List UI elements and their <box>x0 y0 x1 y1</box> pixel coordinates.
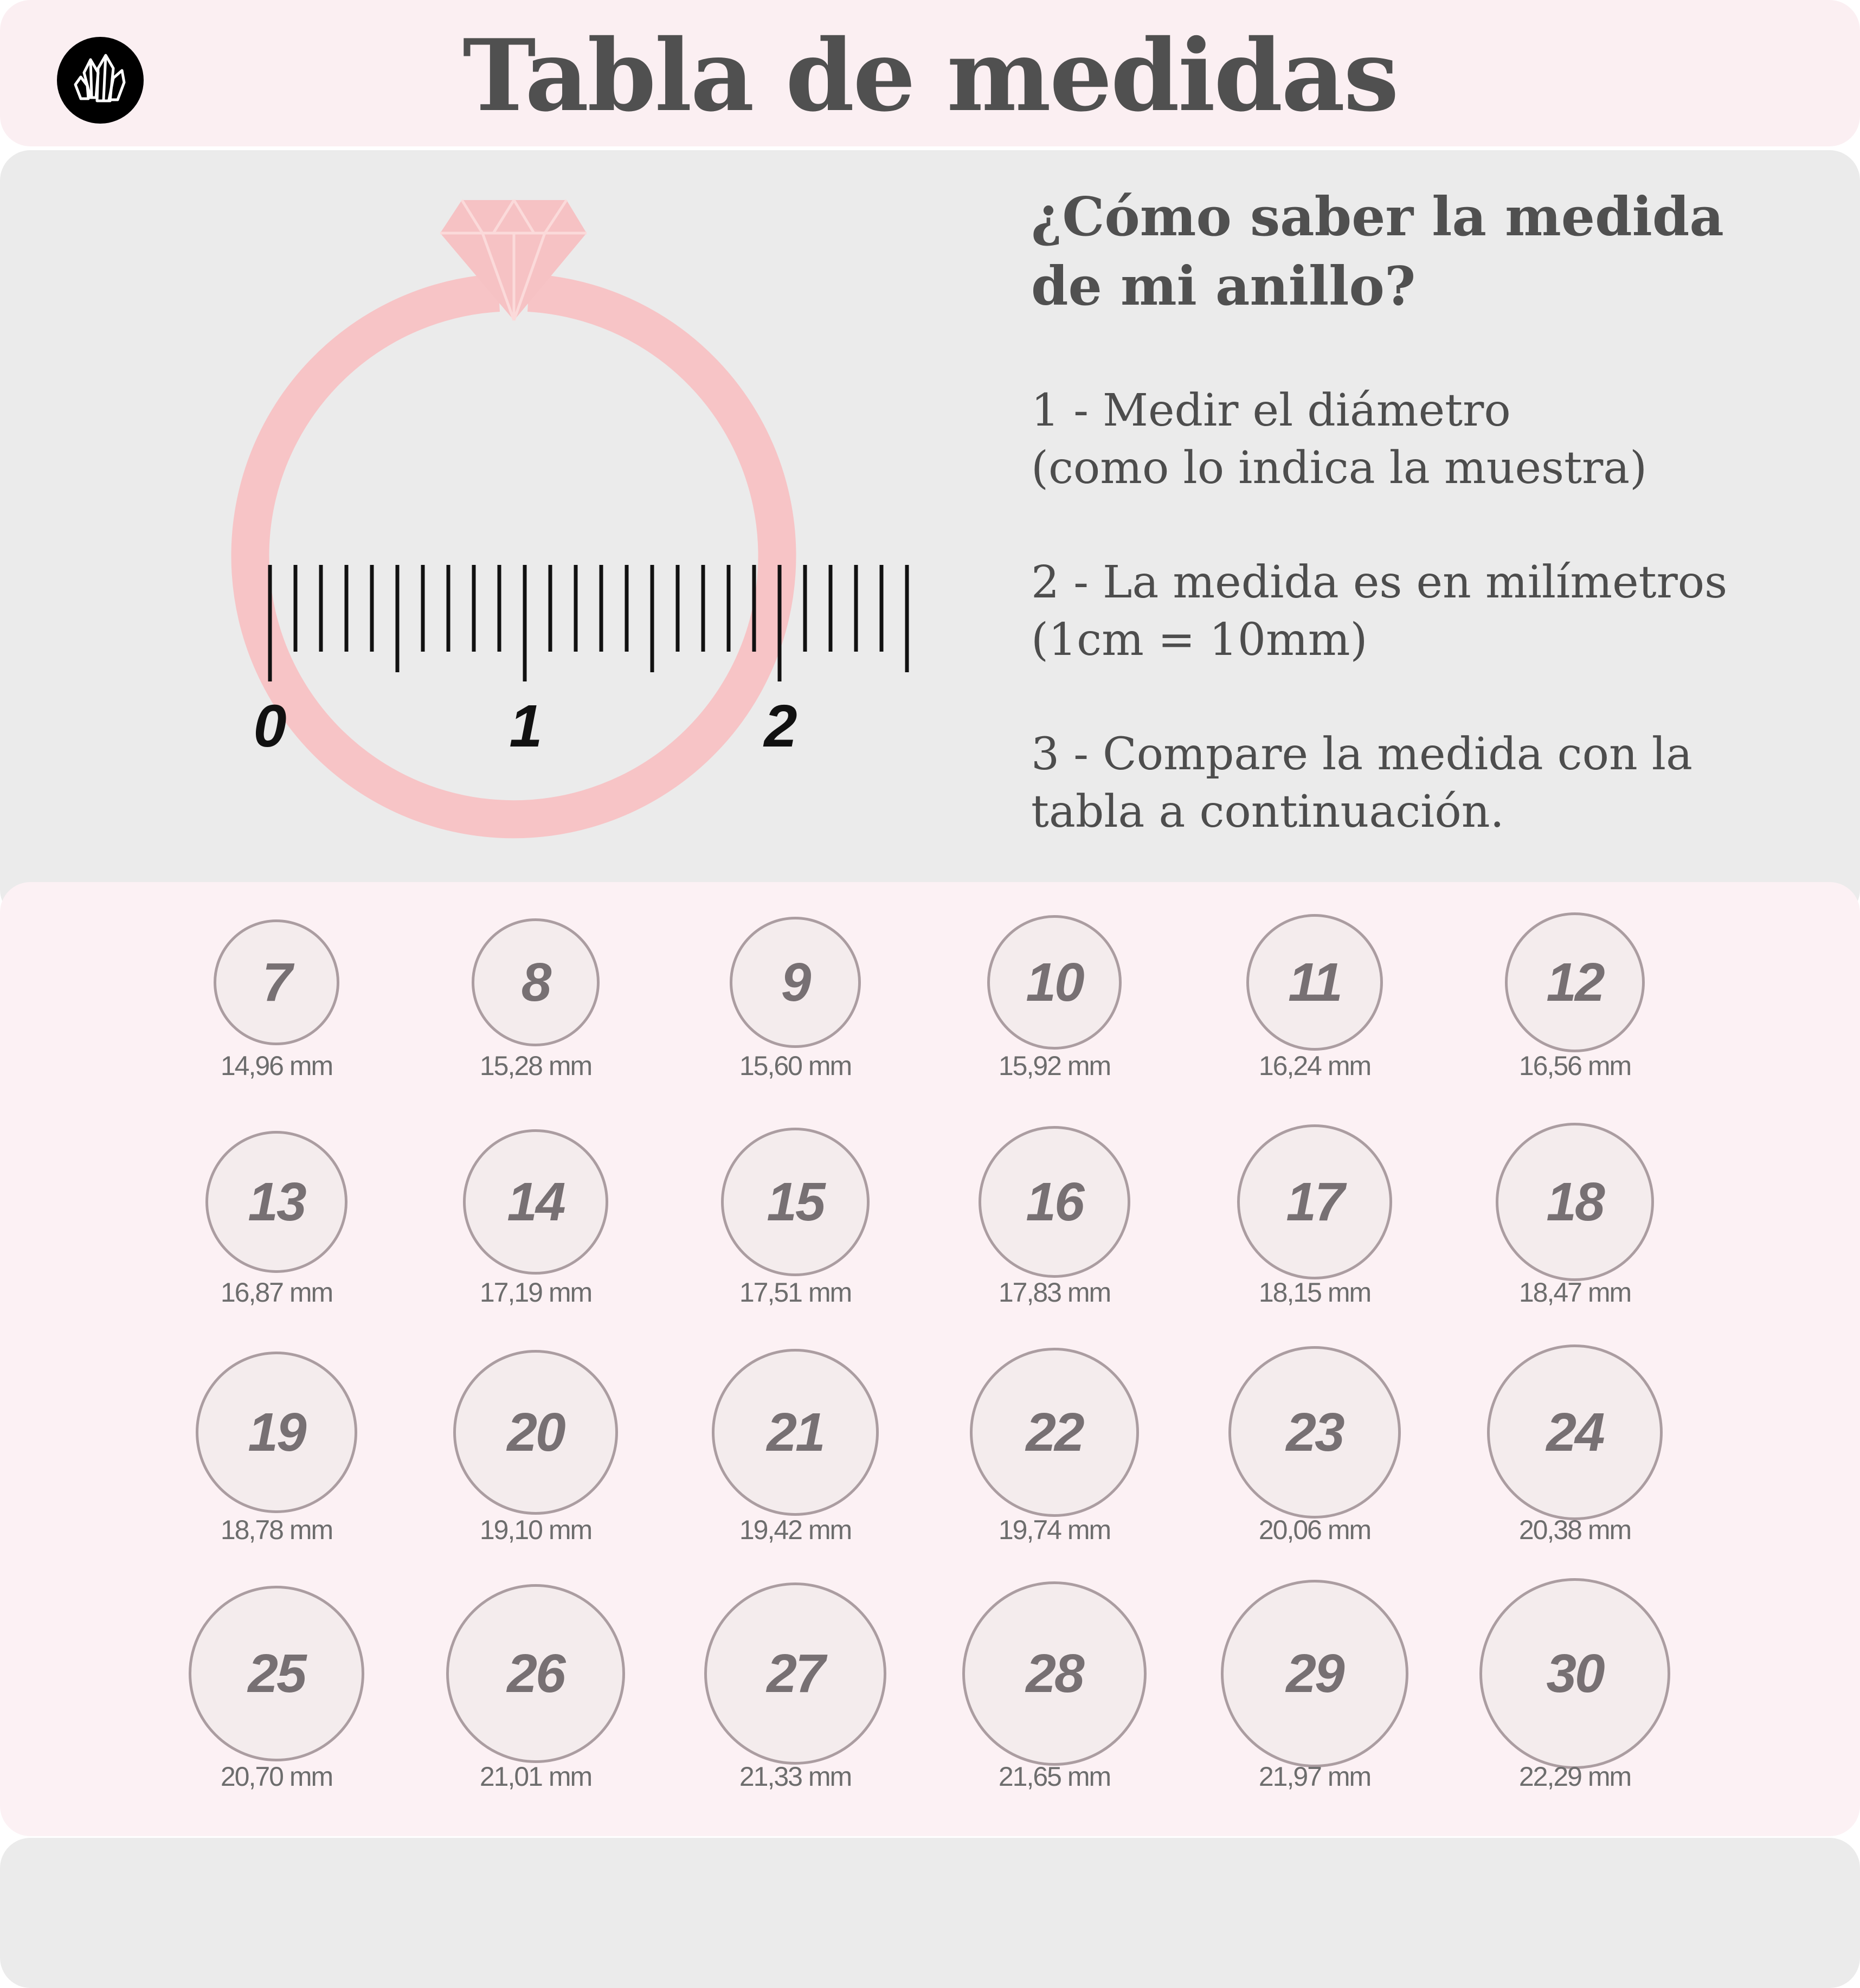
ring-size-diameter: 20,70 mm <box>220 1761 333 1792</box>
ring-size-diameter: 21,97 mm <box>1258 1761 1371 1792</box>
ring-size-item <box>1185 1580 1445 1792</box>
ring-size-circle <box>446 1584 625 1763</box>
ring-size-number: 27 <box>767 1643 824 1704</box>
step-line: tabla a continuación. <box>1031 786 1504 838</box>
ring-size-number: 17 <box>1286 1171 1343 1232</box>
ring-size-item <box>146 1131 407 1308</box>
ring-size-item <box>924 915 1185 1081</box>
ring-size-number: 15 <box>767 1171 824 1232</box>
ring-size-item <box>665 917 925 1081</box>
diamond-ring-icon <box>0 150 976 920</box>
ring-size-number: 24 <box>1546 1401 1604 1463</box>
ring-size-number: 23 <box>1286 1401 1343 1463</box>
step-3 <box>1031 726 1844 841</box>
ring-size-number: 26 <box>507 1643 564 1704</box>
ring-size-diameter: 20,06 mm <box>1258 1515 1371 1545</box>
ring-size-diameter: 17,51 mm <box>739 1277 852 1308</box>
ring-size-item <box>146 1586 407 1792</box>
ring-size-diameter: 15,28 mm <box>479 1051 592 1081</box>
ring-size-circle <box>1246 914 1383 1051</box>
ring-size-diameter: 15,60 mm <box>739 1051 852 1081</box>
ring-size-diameter: 20,38 mm <box>1518 1515 1631 1545</box>
ring-size-circle <box>1505 912 1645 1052</box>
ring-size-number: 7 <box>262 951 291 1013</box>
ring-size-circle <box>704 1582 886 1765</box>
ring-size-item <box>406 918 666 1081</box>
ring-size-number: 29 <box>1286 1643 1343 1704</box>
ring-size-item <box>1445 1123 1705 1308</box>
ruler-label-2: 2 <box>764 693 797 760</box>
ring-size-number: 30 <box>1546 1643 1604 1704</box>
ring-size-diameter: 16,24 mm <box>1258 1051 1371 1081</box>
ring-size-circle <box>205 1131 347 1273</box>
ring-size-circle <box>196 1352 357 1513</box>
step-line: 1 - Medir el diámetro <box>1031 385 1511 436</box>
ring-size-diameter: 18,47 mm <box>1518 1277 1631 1308</box>
step-line: 2 - La medida es en milímetros <box>1031 557 1728 608</box>
ring-size-item <box>924 1348 1185 1545</box>
step-line: 3 - Compare la medida con la <box>1031 729 1692 780</box>
step-2 <box>1031 554 1844 669</box>
ring-size-circle <box>472 918 600 1046</box>
ring-size-number: 12 <box>1546 951 1604 1013</box>
step-line: (1cm = 10mm) <box>1031 614 1368 666</box>
ring-size-circle <box>1479 1578 1670 1769</box>
ring-size-circle <box>979 1126 1130 1278</box>
ring-size-diameter: 15,92 mm <box>998 1051 1111 1081</box>
ruler-label-1: 1 <box>509 693 543 760</box>
ring-size-number: 28 <box>1026 1643 1083 1704</box>
ring-size-diameter: 18,15 mm <box>1258 1277 1371 1308</box>
ring-size-circle <box>463 1129 608 1275</box>
ring-size-circle <box>1496 1123 1654 1281</box>
ring-size-number: 11 <box>1288 951 1341 1013</box>
ring-size-number: 19 <box>248 1401 305 1463</box>
ring-size-number: 18 <box>1546 1171 1604 1232</box>
ring-size-circle <box>214 919 339 1045</box>
ring-size-circle <box>189 1586 364 1761</box>
ring-size-number: 14 <box>507 1171 564 1232</box>
ring-size-circle <box>987 915 1122 1050</box>
ring-size-circle <box>721 1128 870 1276</box>
ring-size-number: 20 <box>507 1401 564 1463</box>
ring-size-item <box>406 1584 666 1792</box>
ring-size-item <box>1185 914 1445 1081</box>
ring-size-circle <box>970 1348 1139 1517</box>
ring-size-number: 22 <box>1026 1401 1083 1463</box>
ring-size-circle <box>1487 1344 1663 1520</box>
ring-size-diameter: 18,78 mm <box>220 1515 333 1545</box>
ring-size-circle <box>453 1350 618 1515</box>
size-table <box>0 882 1860 1836</box>
ring-size-diameter: 19,10 mm <box>479 1515 592 1545</box>
ring-size-circle <box>1237 1124 1392 1279</box>
ring-size-diameter: 19,74 mm <box>998 1515 1111 1545</box>
footer <box>0 1838 1860 1988</box>
ring-size-item <box>406 1350 666 1545</box>
ring-size-diameter: 22,29 mm <box>1518 1761 1631 1792</box>
ring-size-item <box>1445 1344 1705 1545</box>
step-line: (como lo indica la muestra) <box>1031 442 1647 494</box>
ring-size-diameter: 21,65 mm <box>998 1761 1111 1792</box>
ring-size-diameter: 14,96 mm <box>220 1051 333 1081</box>
guide-heading-line: ¿Cómo saber la medida <box>1031 186 1724 248</box>
ring-size-item <box>406 1129 666 1308</box>
ring-size-item <box>924 1126 1185 1308</box>
ring-size-diameter: 19,42 mm <box>739 1515 852 1545</box>
step-1 <box>1031 382 1844 497</box>
guide-heading <box>1031 183 1833 321</box>
ring-size-item <box>924 1581 1185 1792</box>
ring-size-number: 16 <box>1026 1171 1083 1232</box>
ring-size-diameter: 21,01 mm <box>479 1761 592 1792</box>
ring-size-item <box>665 1349 925 1545</box>
ring-size-circle <box>730 917 861 1048</box>
ring-size-diameter: 21,33 mm <box>739 1761 852 1792</box>
ring-size-number: 9 <box>781 951 810 1013</box>
ring-size-circle <box>712 1349 879 1516</box>
ring-size-number: 8 <box>521 951 550 1013</box>
ring-size-number: 10 <box>1026 951 1083 1013</box>
measuring-guide <box>0 150 1860 920</box>
ruler-label-0: 0 <box>253 693 287 760</box>
ring-size-circle <box>962 1581 1147 1766</box>
page-title: Tabla de medidas <box>462 17 1398 133</box>
ring-size-number: 25 <box>248 1643 305 1704</box>
ring-size-item <box>665 1582 925 1792</box>
ring-size-item <box>1185 1346 1445 1545</box>
ring-size-number: 13 <box>248 1171 305 1232</box>
ring-size-circle <box>1221 1580 1408 1767</box>
ruler <box>270 565 907 681</box>
ring-size-diameter: 17,19 mm <box>479 1277 592 1308</box>
ring-size-number: 21 <box>767 1401 824 1463</box>
ring-size-item <box>1445 912 1705 1081</box>
ring-size-item <box>1445 1578 1705 1792</box>
ring-size-diameter: 17,83 mm <box>998 1277 1111 1308</box>
ring-size-diameter: 16,87 mm <box>220 1277 333 1308</box>
ring-size-item <box>1185 1124 1445 1308</box>
ring-size-circle <box>1228 1346 1401 1519</box>
header <box>0 0 1860 146</box>
ring-size-item <box>146 1352 407 1545</box>
guide-heading-line: de mi anillo? <box>1031 255 1416 318</box>
ring-size-item <box>665 1128 925 1308</box>
ring-size-item <box>146 919 407 1081</box>
ring-size-diameter: 16,56 mm <box>1518 1051 1631 1081</box>
